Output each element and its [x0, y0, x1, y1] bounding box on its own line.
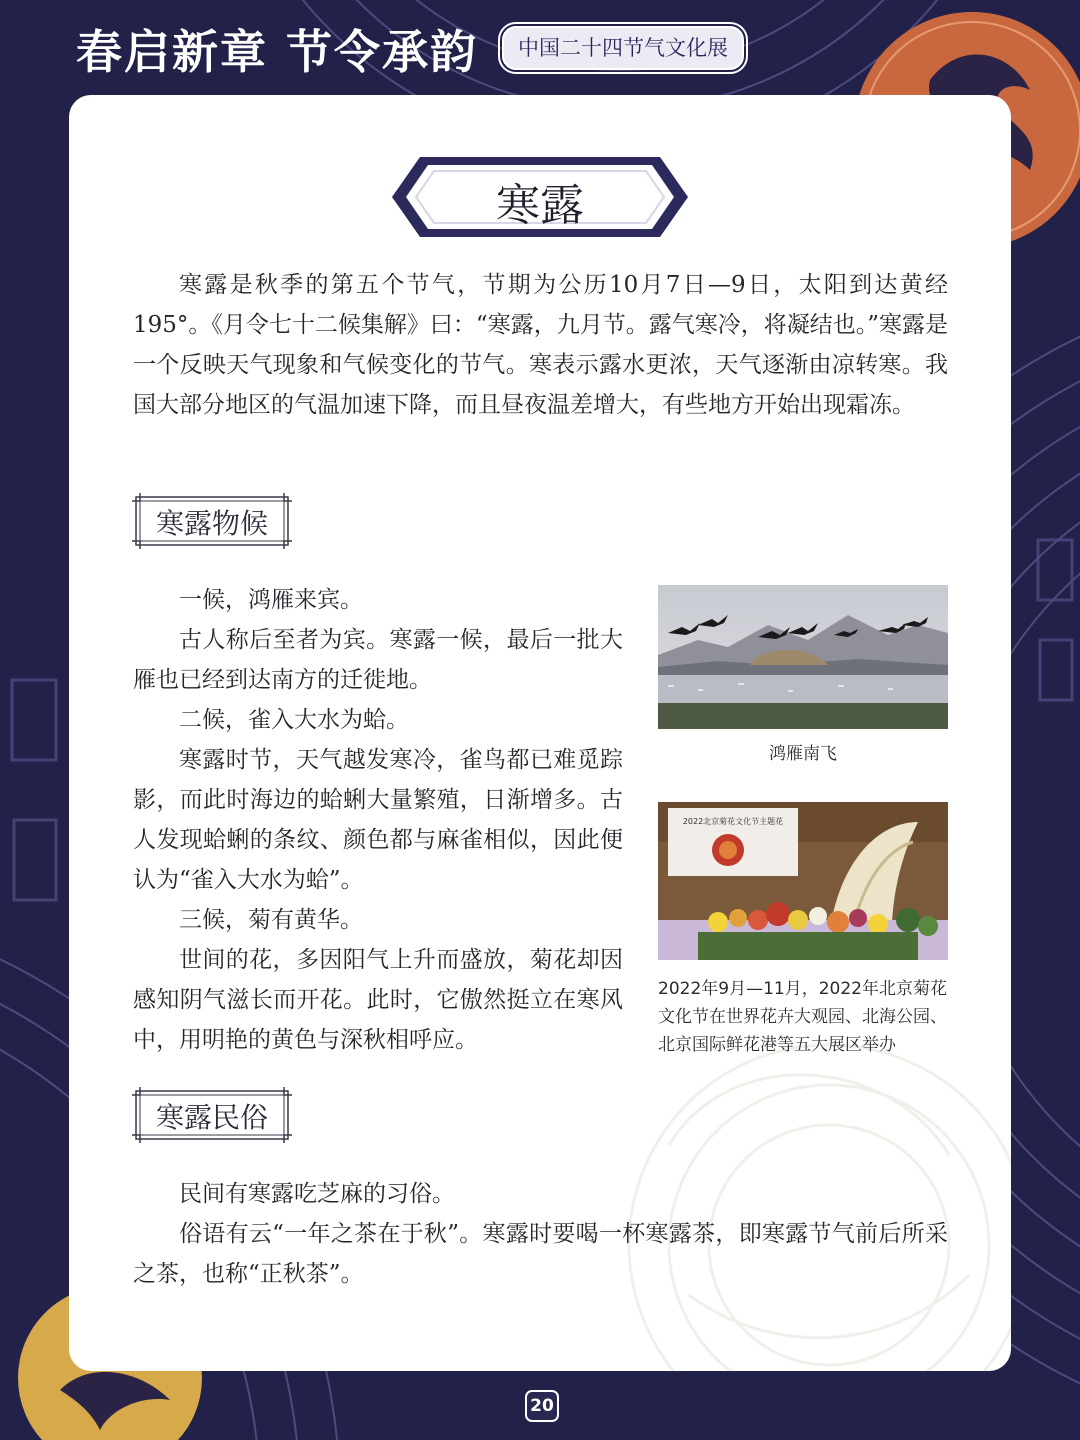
page-title-plaque	[392, 157, 688, 237]
photo-chrysanthemum-caption: 2022年9月—11月，2022年北京菊花文化节在世界花卉大观园、北海公园、北京国际鲜花港等五大展区举办	[658, 979, 947, 1055]
photo-geese-caption: 鸿雁南飞	[769, 744, 837, 764]
chrysanthemum-image	[658, 802, 948, 960]
intro-paragraph	[133, 265, 948, 425]
wuhou-paragraph: 古人称后至者为宾。寒露一候，最后一批大雁也已经到达南方的迁徙地。	[133, 627, 623, 693]
wuhou-paragraph: 三候，菊有黄华。	[179, 907, 363, 933]
content-card	[69, 95, 1011, 1371]
section-heading-minsu	[132, 1087, 292, 1143]
section-heading-text: 寒露物候	[155, 507, 268, 540]
page-title: 寒露	[496, 180, 584, 231]
wuhou-paragraph: 二候，雀入大水为蛤。	[179, 707, 409, 733]
photo-geese	[658, 585, 948, 729]
page-number: 20	[525, 1390, 559, 1422]
geese-image	[658, 585, 948, 729]
festival-sign-text: 2022北京菊花文化节主题花	[682, 817, 784, 826]
minsu-paragraph: 俗语有云“一年之茶在于秋”。寒露时要喝一杯寒露茶，即寒露节气前后所采之茶，也称“正秋茶”。	[133, 1221, 948, 1287]
photo-chrysanthemum	[658, 802, 948, 960]
intro-text: 寒露是秋季的第五个节气，节期为公历10月7日—9日，太阳到达黄经195°。《月令七十二候集解》曰：“寒露，九月节。露气寒冷，将凝结也。”寒露是一个反映天气现象和气候变化的节气。寒表示露水更浓，天气逐渐由凉转寒。我国大部分地区的气温加速下降，而且昼夜温差增大，有些地方开始出现霜冻。	[133, 272, 948, 418]
section-heading-wuhou	[132, 493, 292, 549]
wuhou-paragraph: 寒露时节，天气越发寒冷，雀鸟都已难觅踪影，而此时海边的蛤蜊大量繁殖，日渐增多。古人发现蛤蜊的条纹、颜色都与麻雀相似，因此便认为“雀入大水为蛤”。	[133, 747, 623, 893]
wuhou-paragraph: 一候，鸿雁来宾。	[179, 587, 363, 613]
header-title: 春启新章 节令承韵	[76, 25, 479, 79]
minsu-paragraph: 民间有寒露吃芝麻的习俗。	[179, 1181, 455, 1207]
wuhou-text	[133, 580, 623, 1060]
minsu-text	[133, 1174, 948, 1294]
section-heading-text: 寒露民俗	[155, 1101, 268, 1134]
exhibition-badge: 中国二十四节气文化展	[502, 26, 744, 70]
wuhou-paragraph: 世间的花，多因阳气上升而盛放，菊花却因感知阴气滋长而开花。此时，它傲然挺立在寒风中，用明艳的黄色与深秋相呼应。	[133, 947, 623, 1053]
